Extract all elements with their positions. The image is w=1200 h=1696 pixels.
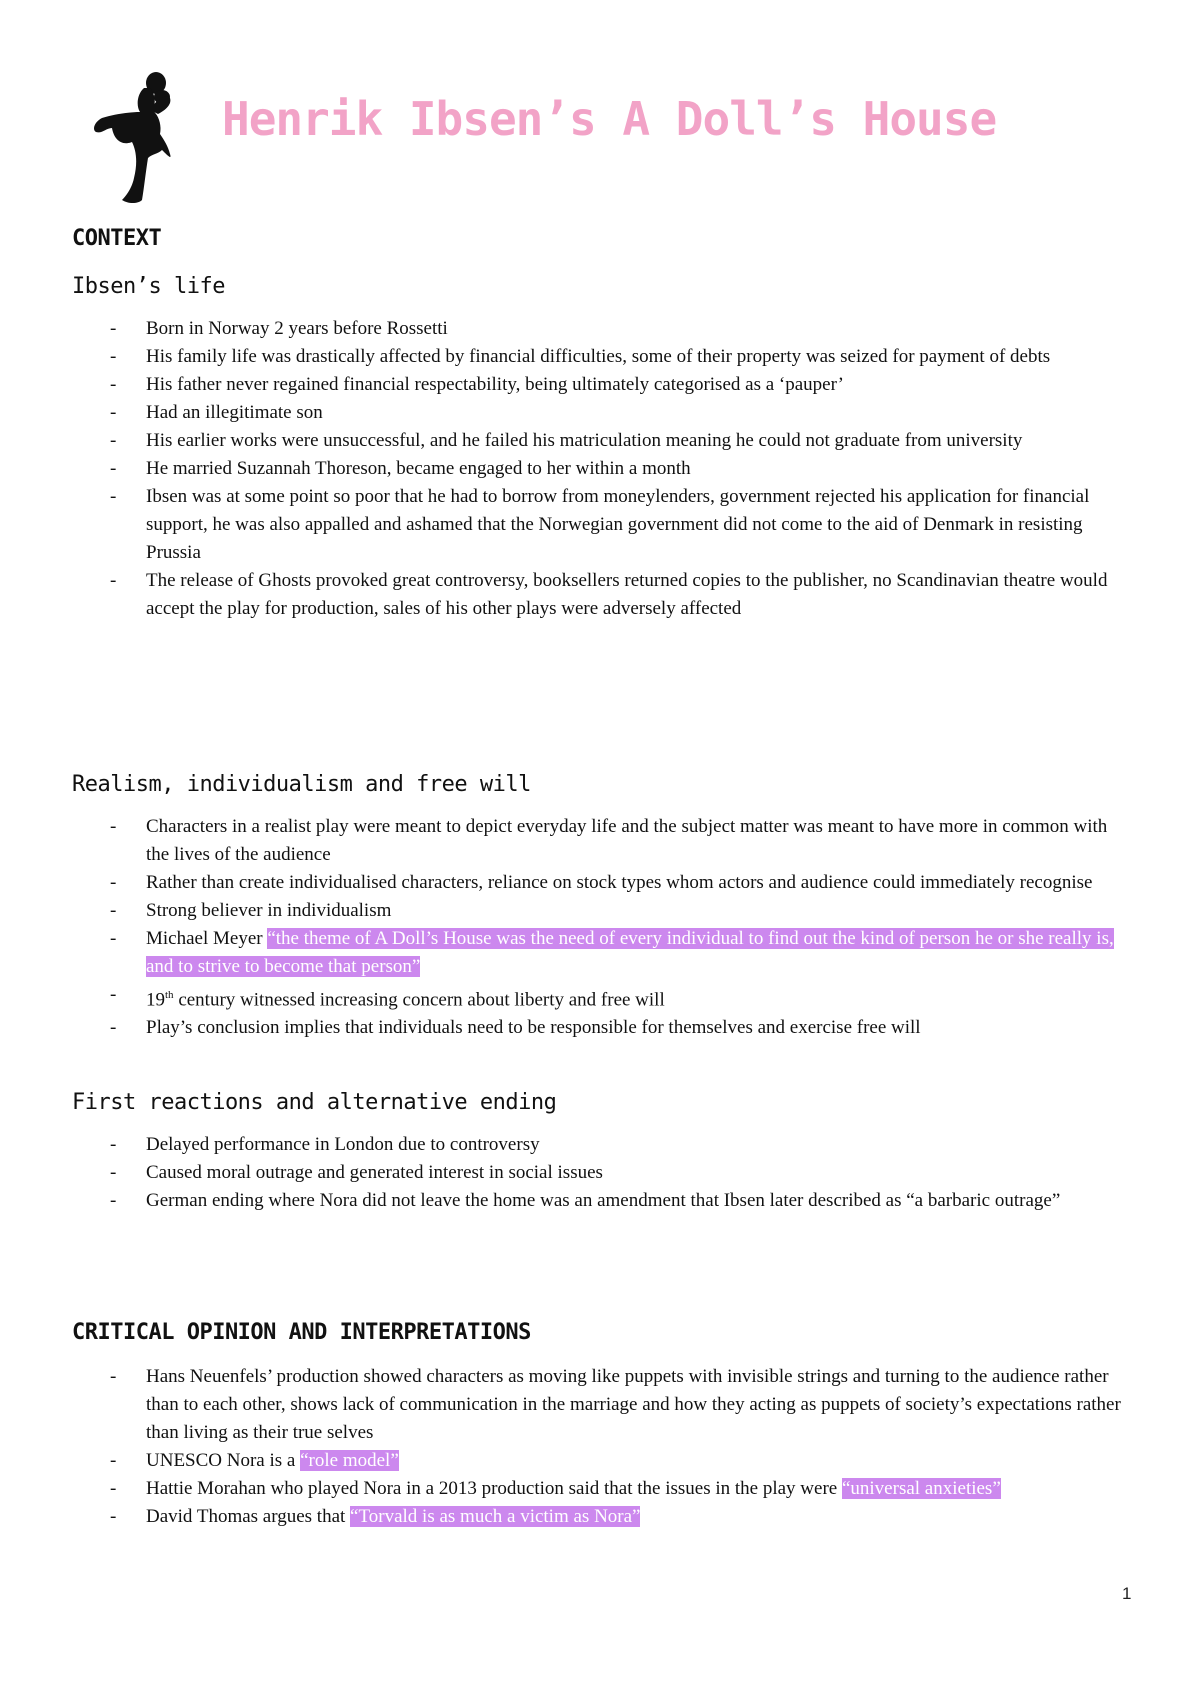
list-item: - Play’s conclusion implies that individuals need to be responsible for themselves and exercise free will: [72, 1014, 1132, 1042]
highlighted-quote: “role model”: [300, 1450, 399, 1471]
bullet-dash: -: [110, 984, 117, 1005]
list-item: - His father never regained financial respectability, being ultimately categorised as a ‘pauper’: [72, 371, 1132, 399]
context-heading-block: [72, 226, 1132, 251]
bullet-dash: -: [110, 1162, 117, 1183]
list-item: - 19th century witnessed increasing concern about liberty and free will: [72, 981, 1132, 1014]
reactions-section: [72, 1090, 1132, 1215]
list-item: - Ibsen was at some point so poor that he had to borrow from moneylenders, government rejected his application for financial support, he was also appalled and ashamed that the Norwegian government did not come to the aid of Denmark in resisting Prussia: [72, 483, 1132, 567]
list-item: - Born in Norway 2 years before Rossetti: [72, 315, 1132, 343]
reactions-list: [72, 1131, 1132, 1215]
list-item: - He married Suzannah Thoreson, became engaged to her within a month: [72, 455, 1132, 483]
list-item: - Hattie Morahan who played Nora in a 2013 production said that the issues in the play were “universal anxieties”: [72, 1475, 1132, 1503]
list-item: - David Thomas argues that “Torvald is as much a victim as Nora”: [72, 1503, 1132, 1531]
bullet-dash: -: [110, 402, 117, 423]
bullet-dash: -: [110, 374, 117, 395]
bullet-dash: -: [110, 570, 117, 591]
realism-list: [72, 813, 1132, 1042]
bullet-dash: -: [110, 346, 117, 367]
bullet-dash: -: [110, 1190, 117, 1211]
bullet-dash: -: [110, 318, 117, 339]
list-item: - Characters in a realist play were meant to depict everyday life and the subject matter was meant to have more in common with the lives of the audience: [72, 813, 1132, 869]
bullet-dash: -: [110, 430, 117, 451]
list-item: - German ending where Nora did not leave the home was an amendment that Ibsen later described as “a barbaric outrage”: [72, 1187, 1132, 1215]
list-item: - Strong believer in individualism: [72, 897, 1132, 925]
critical-list: [72, 1363, 1132, 1531]
list-item: - Had an illegitimate son: [72, 399, 1132, 427]
section-heading-context: CONTEXT: [72, 226, 162, 251]
subheading-reactions: First reactions and alternative ending: [72, 1090, 557, 1115]
subheading-ibsen-life: Ibsen’s life: [72, 274, 225, 299]
realism-section: [72, 772, 1132, 1042]
list-item: - Caused moral outrage and generated interest in social issues: [72, 1159, 1132, 1187]
highlighted-quote: “universal anxieties”: [841, 1478, 1001, 1499]
list-item: - Hans Neuenfels’ production showed characters as moving like puppets with invisible strings and turning to the audience rather than to each other, shows lack of communication in the marriage and how they acting as puppets of society’s expectations rather than living as their true selves: [72, 1363, 1132, 1447]
bullet-dash: -: [110, 1017, 117, 1039]
bullet-dash: -: [110, 1450, 117, 1471]
ibsen-life-list: [72, 315, 1132, 623]
girl-silhouette-icon: [92, 70, 187, 206]
ibsen-life-section: [72, 274, 1132, 623]
bullet-dash: -: [110, 1366, 117, 1387]
section-heading-critical: CRITICAL OPINION AND INTERPRETATIONS: [72, 1320, 531, 1345]
bullet-dash: -: [110, 816, 117, 837]
list-item: - His family life was drastically affected by financial difficulties, some of their property was seized for payment of debts: [72, 343, 1132, 371]
highlighted-quote: “Torvald is as much a victim as Nora”: [350, 1506, 641, 1527]
highlighted-quote: “the theme of A Doll’s House was the need of every individual to find out the kind of person he or she really is, and to strive to become that person”: [146, 928, 1114, 977]
list-item: - The release of Ghosts provoked great controversy, booksellers returned copies to the publisher, no Scandinavian theatre would accept the play for production, sales of his other plays were adversely affected: [72, 567, 1132, 623]
critical-section: [72, 1320, 1132, 1531]
bullet-dash: -: [110, 1134, 117, 1155]
list-item: - Rather than create individualised characters, reliance on stock types whom actors and audience could immediately recognise: [72, 869, 1132, 897]
page-number: 1: [1122, 1584, 1132, 1603]
list-item: - Delayed performance in London due to controversy: [72, 1131, 1132, 1159]
bullet-dash: -: [110, 458, 117, 479]
list-item: - UNESCO Nora is a “role model”: [72, 1447, 1132, 1475]
bullet-dash: -: [110, 486, 117, 507]
bullet-dash: -: [110, 1478, 117, 1499]
document-title: Henrik Ibsen’s A Doll’s House: [222, 92, 997, 146]
bullet-dash: -: [110, 928, 117, 949]
bullet-dash: -: [110, 872, 117, 893]
bullet-dash: -: [110, 1506, 117, 1527]
list-item: - His earlier works were unsuccessful, and he failed his matriculation meaning he could not graduate from university: [72, 427, 1132, 455]
list-item: - Michael Meyer “the theme of A Doll’s House was the need of every individual to find out the kind of person he or she really is, and to strive to become that person”: [72, 925, 1132, 981]
subheading-realism: Realism, individualism and free will: [72, 772, 531, 797]
bullet-dash: -: [110, 900, 117, 921]
